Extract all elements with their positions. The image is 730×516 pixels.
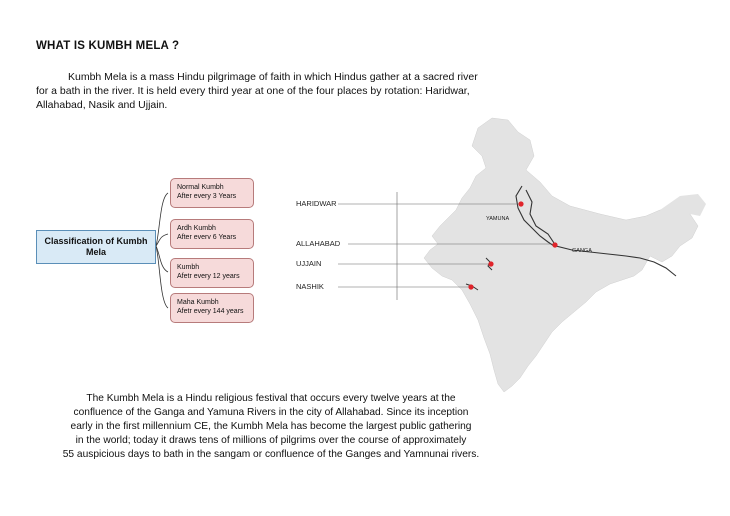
page-title: WHAT IS KUMBH MELA ? [36, 40, 180, 52]
kumbh-type-frequency: Afetr every 144 years [177, 308, 244, 315]
closing-line: in the world; today it draws tens of millions of pilgrims over the course of approximately [75, 435, 467, 446]
kumbh-type-box [170, 178, 254, 208]
closing-line: The Kumbh Mela is a Hindu religious festival that occurs every twelve years at the [86, 393, 456, 404]
kumbh-type-frequency: After every 3 Years [177, 193, 237, 200]
river-label-ganga: GANGA [572, 248, 592, 254]
kumbh-type-name: Ardh Kumbh [177, 225, 216, 232]
river-label-yamuna: YAMUNA [486, 216, 510, 222]
connector-4 [156, 246, 168, 308]
nashik-marker [468, 284, 473, 289]
closing-line: confluence of the Ganga and Yamuna Rivers in the city of Allahabad. Since its inception [73, 407, 469, 418]
connector-1 [156, 193, 168, 246]
place-label-ujjain: UJJAIN [296, 259, 322, 268]
place-label-nashik: NASHIK [296, 282, 324, 291]
kumbh-type-frequency: After everv 6 Years [177, 234, 237, 241]
kumbh-type-name: Kumbh [177, 264, 200, 271]
intro-line: Allahabad, Nasik and Ujjain. [36, 99, 168, 111]
classification-center-box: Classification of Kumbh Mela [36, 230, 156, 264]
allahabad-marker [552, 242, 557, 247]
ujjain-marker [488, 261, 493, 266]
kumbh-type-frequency: Afetr every 12 years [177, 273, 240, 280]
kumbh-type-name: Normal Kumbh [177, 184, 224, 191]
kumbh-type-box [170, 219, 254, 249]
india-map-shape [424, 118, 698, 392]
place-label-allahabad: ALLAHABAD [296, 239, 341, 248]
kumbh-type-name: Maha Kumbh [177, 299, 219, 306]
haridwar-marker [518, 201, 523, 206]
closing-line: early in the first millennium CE, the Kumbh Mela has become the largest public gathering [70, 421, 472, 432]
closing-line: 55 auspicious days to bath in the sangam or confluence of the Ganges and Yamnunai rivers. [62, 449, 480, 460]
intro-line: for a bath in the river. It is held every third year at one of the four places by rotation: Haridwar, [36, 85, 470, 97]
closing-paragraph [36, 392, 506, 462]
intro-line: Kumbh Mela is a mass Hindu pilgrimage of faith in which Hindus gather at a sacred river [68, 71, 478, 83]
kumbh-type-box [170, 293, 254, 323]
place-label-haridwar: HARIDWAR [296, 199, 337, 208]
kumbh-type-box [170, 258, 254, 288]
